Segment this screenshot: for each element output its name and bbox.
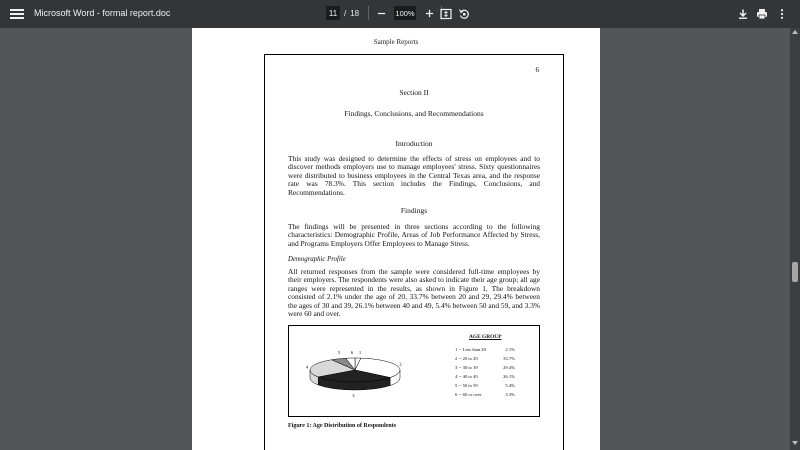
legend-value: 29.4% <box>503 365 515 370</box>
fit-page-icon <box>440 8 452 20</box>
zoom-input[interactable] <box>394 6 416 20</box>
rotate-icon <box>458 8 470 20</box>
legend-label: 2 -- 20 to 29 <box>455 356 478 361</box>
introduction-heading: Introduction <box>395 139 433 148</box>
legend-item <box>455 383 515 388</box>
more-options-button[interactable] <box>776 7 790 21</box>
more-vert-icon <box>776 8 788 20</box>
scroll-up-arrow-icon[interactable] <box>792 30 798 34</box>
legend-item <box>455 374 515 379</box>
legend-label: 6 -- 60 or over <box>455 392 482 397</box>
scroll-down-arrow-icon[interactable] <box>792 441 798 445</box>
pdf-toolbar <box>0 0 800 28</box>
pie-slice-label: 3 <box>352 392 355 398</box>
legend-item <box>455 392 515 397</box>
page-separator: / <box>344 8 347 18</box>
vertical-scrollbar[interactable] <box>790 28 800 450</box>
running-header: Sample Reports <box>373 38 419 46</box>
download-icon <box>737 8 749 20</box>
demographic-profile-heading: Demographic Profile <box>288 256 346 263</box>
page-border <box>264 54 564 450</box>
document-title: Microsoft Word - formal report.doc <box>34 8 171 18</box>
pie-chart <box>289 326 439 416</box>
menu-icon[interactable] <box>10 7 24 21</box>
section-heading: Section II <box>399 88 429 97</box>
zoom-out-button[interactable] <box>375 6 387 20</box>
figure-age-distribution <box>288 325 540 417</box>
pdf-page <box>192 28 600 450</box>
legend-label: 1 -- Less than 20 <box>455 347 486 352</box>
legend-item <box>455 365 515 370</box>
legend-item <box>455 356 515 361</box>
findings-paragraph: The findings will be presented in three sections according to the following characteristics: Demographic Profile, Areas of Job Performance Affected by Stress, and Programs Employers Offer Employees to Manage Stress. <box>288 222 540 248</box>
legend-label: 3 -- 30 to 39 <box>455 365 478 370</box>
legend-label: 5 -- 50 to 59 <box>455 383 478 388</box>
minus-icon <box>377 9 386 18</box>
legend-value: 33.7% <box>503 356 515 361</box>
legend-title: AGE GROUP <box>469 334 502 340</box>
pie-slice-label: 1 <box>358 350 362 355</box>
print-icon <box>756 8 768 20</box>
legend-item <box>455 347 515 352</box>
figure-caption: Figure 1: Age Distribution of Respondents <box>288 423 397 429</box>
legend-value: 2.1% <box>505 347 515 352</box>
pie-slice-label: 2 <box>399 361 402 367</box>
legend-value: 26.1% <box>503 374 515 379</box>
legend-label: 4 -- 40 to 49 <box>455 374 478 379</box>
zoom-in-button[interactable] <box>423 6 435 20</box>
pie-slice-label: 5 <box>337 350 341 355</box>
rotate-button[interactable] <box>458 7 472 21</box>
download-button[interactable] <box>737 7 751 21</box>
findings-heading: Findings <box>400 206 428 215</box>
demographic-paragraph: All returned responses from the sample were considered full-time employees by their employers. The respondents were also asked to indicate their age group; all age ranges were represented in the results, as shown in Figure 1. The breakdown consisted of 2.1% under the age of 20, 33.7% between 20 and 29, 29.4% between the ages of 30 and 39, 26.1% between 40 and 49, 5.4% between 50 and 59, and 3.3% were 60 and over. <box>288 267 540 319</box>
fit-page-button[interactable] <box>440 7 454 21</box>
pie-slice-label: 4 <box>305 364 309 370</box>
page-number: 6 <box>535 66 539 74</box>
scrollbar-thumb[interactable] <box>792 262 798 282</box>
legend-value: 5.4% <box>505 383 515 388</box>
page-navigator <box>326 6 359 20</box>
total-pages: 18 <box>350 8 360 18</box>
section-title: Findings, Conclusions, and Recommendations <box>344 109 484 118</box>
zoom-controls <box>368 6 442 20</box>
page-number-input[interactable] <box>326 6 340 20</box>
pie-slice-label: 6 <box>350 350 354 355</box>
introduction-paragraph: This study was designed to determine the effects of stress on employees and to discover methods employers use to manage employees' stress. Sixty questionnaires were distributed to business employees in the Central Texas area, and the response rate was 78.3%. This section includes the Findings, Conclusions, and Recommendations. <box>288 154 540 197</box>
toolbar-divider <box>368 6 369 20</box>
plus-icon <box>425 9 434 18</box>
print-button[interactable] <box>756 7 770 21</box>
pdf-viewer[interactable] <box>0 28 800 450</box>
legend-value: 3.3% <box>505 392 515 397</box>
